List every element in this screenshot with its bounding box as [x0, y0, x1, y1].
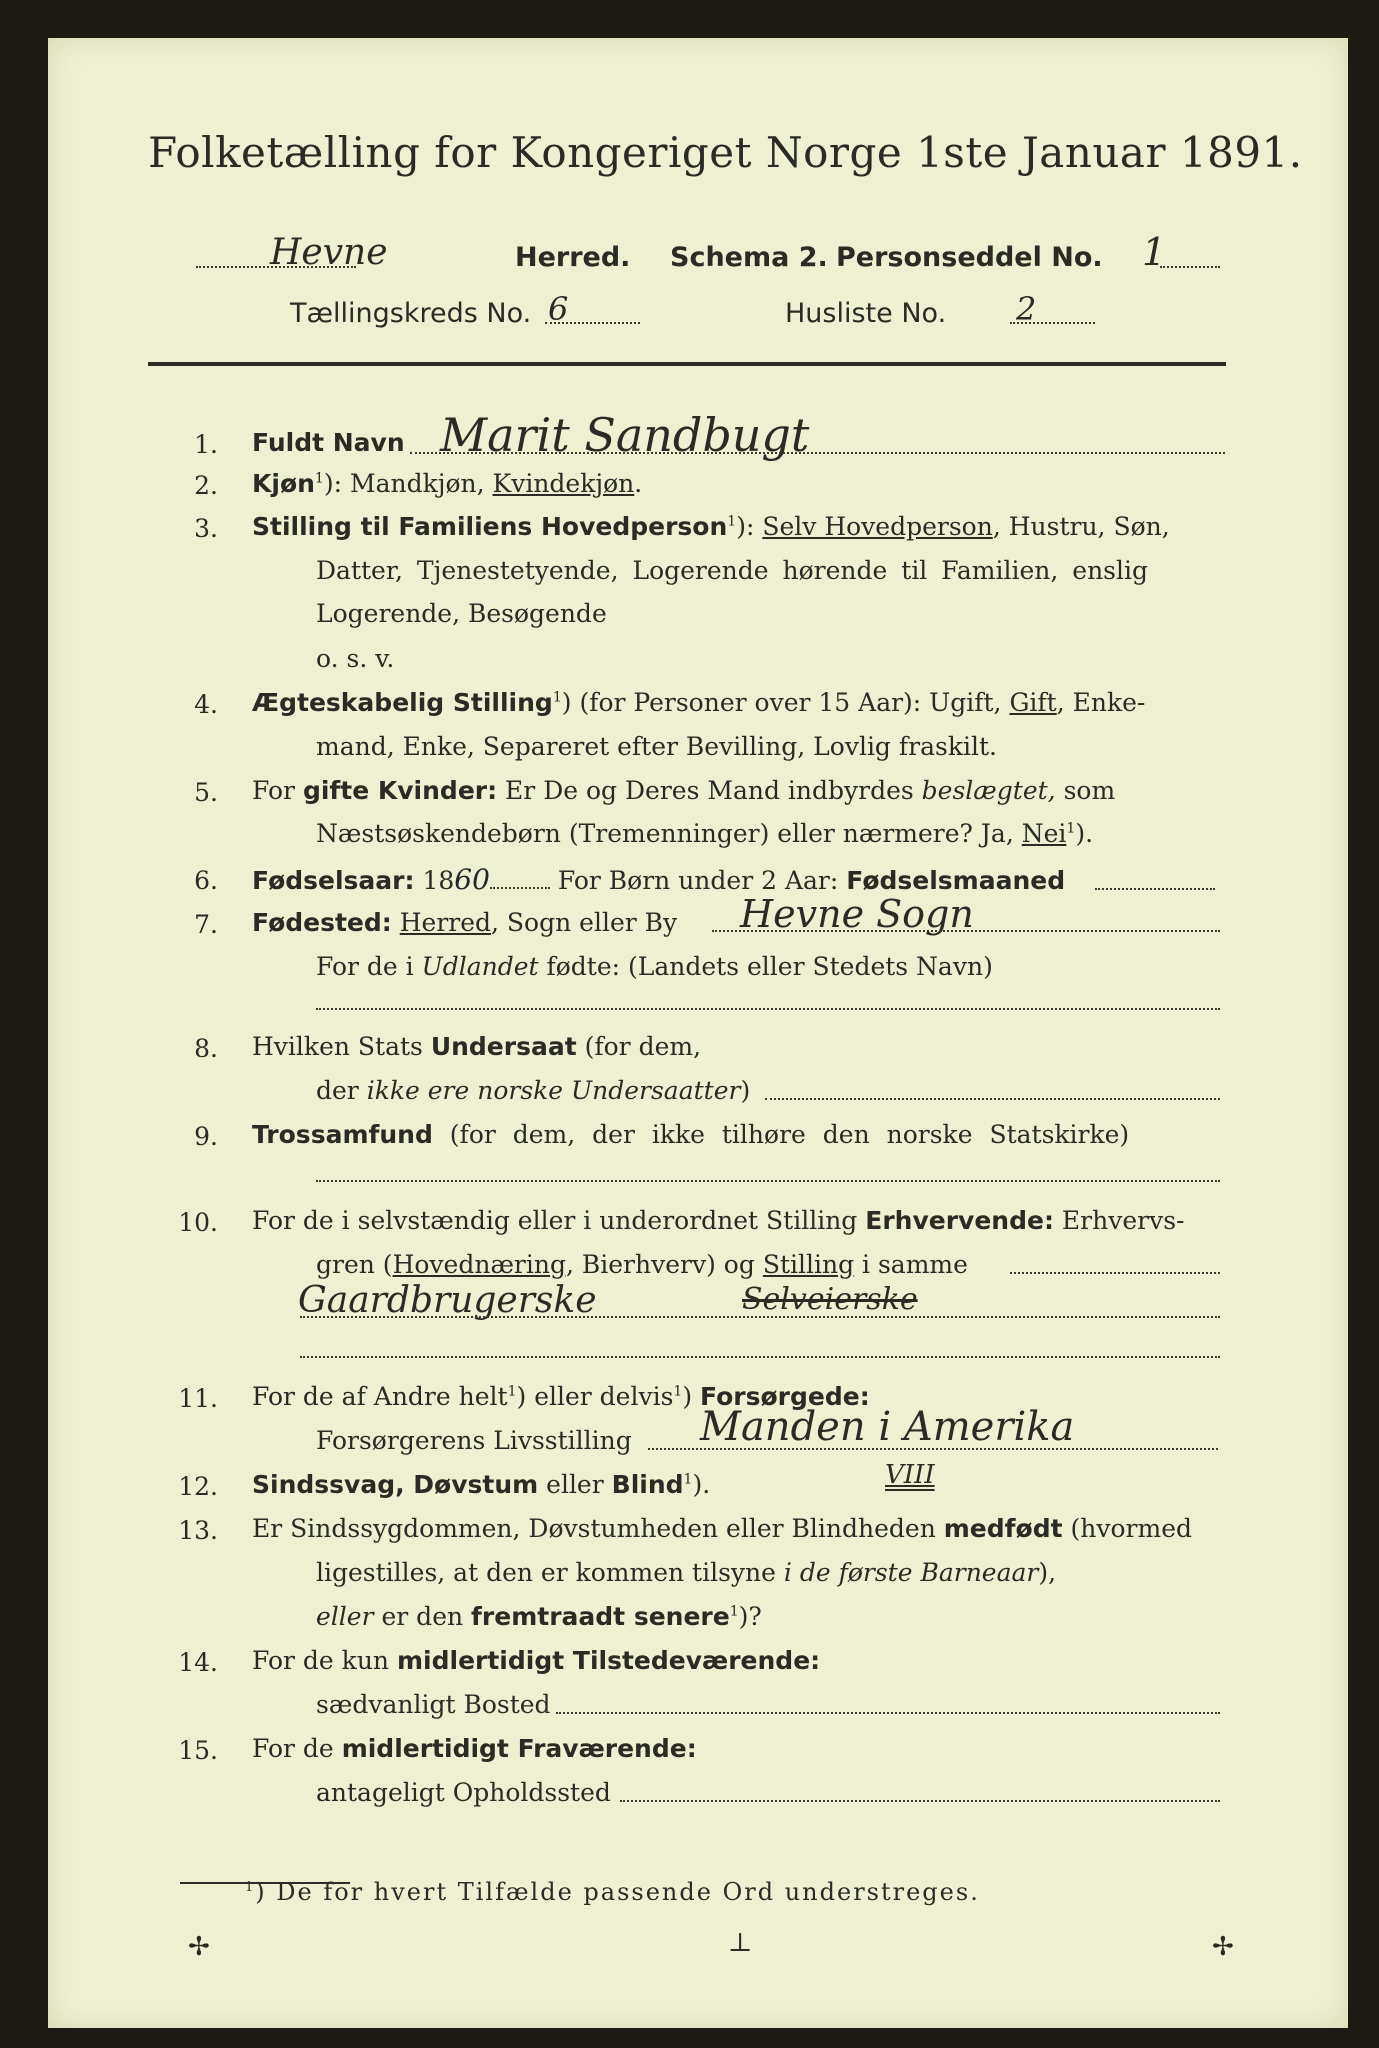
footnote-text: ) De for hvert Tilfælde passende Ord understreges. — [255, 1878, 980, 1906]
q1-number: 1. — [194, 430, 218, 459]
q8-dotted-line — [765, 1098, 1220, 1100]
q2-options: ): Mandkjøn, — [323, 469, 493, 498]
q4-number: 4. — [194, 690, 218, 719]
q11-provider-value: Manden i Amerika — [700, 1404, 1075, 1450]
q3-line-1 — [252, 514, 1224, 539]
q10-pre: For de i selvstændig eller i underordnet Stilling — [252, 1206, 866, 1235]
q9-line — [252, 1122, 1129, 1147]
q7-line2-post: fødte: (Landets eller Stedets Navn) — [538, 952, 993, 981]
q7-birthplace-value: Hevne Sogn — [740, 892, 974, 936]
q13-line-1 — [252, 1516, 1192, 1541]
q6-dotted-line — [1095, 888, 1215, 890]
q7-number: 7. — [194, 910, 218, 939]
krets-dotted-line — [545, 322, 640, 324]
q2-label: Kjøn — [252, 469, 315, 498]
q8-line2-italic: ikke ere norske Undersaatter — [366, 1076, 741, 1105]
q10-occupation-value: Gaardbrugerske — [298, 1280, 597, 1321]
q13-number: 13. — [178, 1516, 218, 1545]
header-divider — [148, 362, 1226, 366]
q5-line-1 — [252, 778, 1115, 803]
q10-struck-value: Selveierske — [742, 1282, 918, 1317]
q10-selected-1: Hovednæring — [392, 1250, 566, 1279]
q15-line-2: antageligt Opholdssted — [316, 1778, 611, 1807]
q7-selected: Herred — [399, 908, 492, 937]
q2-sup: 1 — [314, 470, 324, 487]
q14-dotted-line — [556, 1712, 1220, 1714]
q6-year-prefix: 18 — [422, 866, 455, 895]
q6-label2: Fødselsmaaned — [846, 866, 1066, 895]
q2-line — [252, 471, 642, 496]
q12-label2: Blind — [611, 1470, 684, 1499]
q12-mid: eller — [538, 1470, 612, 1499]
q11-label: Forsørgede: — [700, 1382, 870, 1411]
q12-tail: ). — [692, 1470, 711, 1499]
husliste-label: Husliste No. — [785, 298, 947, 329]
q14-number: 14. — [178, 1648, 218, 1677]
registration-mark-left-icon: ✢ — [188, 1932, 210, 1962]
q11-sup: 1 — [507, 1383, 517, 1400]
q13-line2-post: ), — [1038, 1558, 1057, 1587]
q10-blank-dotted-line — [300, 1356, 1220, 1358]
q13-line-3 — [316, 1604, 762, 1629]
q2-tail: . — [634, 469, 643, 498]
q3-number: 3. — [194, 514, 218, 543]
q10-post: Erhvervs- — [1053, 1206, 1185, 1235]
q13-line2-pre: ligestilles, at den er kommen tilsyne — [316, 1558, 784, 1587]
q5-label: gifte Kvinder: — [302, 776, 498, 805]
q13-sup: 1 — [729, 1603, 739, 1620]
q12-line — [252, 1472, 710, 1497]
q8-post: (for dem, — [576, 1032, 702, 1061]
q3-line-2: Datter, Tjenestetyende, Logerende hørende til Familien, enslig — [316, 556, 1149, 585]
q11-post: ) — [682, 1382, 701, 1411]
q5-italic: beslægtet, — [921, 776, 1056, 805]
q7-label: Fødested: — [252, 908, 392, 937]
q7-line-1 — [252, 910, 677, 935]
q4-line1-pre: ) (for Personer over 15 Aar): Ugift, — [561, 688, 1010, 717]
registration-mark-center-icon: ⊥ — [728, 1928, 753, 1958]
q6-year-value: 60 — [454, 863, 490, 896]
q9-rest: (for dem, der ikke tilhøre den norske Statskirke) — [432, 1120, 1130, 1149]
q13-tail: )? — [738, 1602, 762, 1631]
q5-mid: Er De og Deres Mand indbyrdes — [497, 776, 922, 805]
q8-line-2 — [316, 1078, 750, 1103]
q13-pre: Er Sindssygdommen, Døvstumheden eller Blindheden — [252, 1514, 944, 1543]
q4-selected: Gift — [1009, 688, 1057, 717]
q8-line2-pre: der — [316, 1076, 367, 1105]
q10-line2-post: i samme — [854, 1250, 968, 1279]
q7-line2-pre: For de i — [316, 952, 422, 981]
q14-label: midlertidigt Tilstedeværende: — [396, 1646, 821, 1675]
q4-label: Ægteskabelig Stilling — [252, 688, 553, 717]
q4-line-2: mand, Enke, Separeret efter Bevilling, Lovlig fraskilt. — [316, 732, 997, 761]
q1-dotted-line — [410, 452, 1225, 454]
q6-mid: For Børn under 2 Aar: — [557, 866, 847, 895]
q7-line2-italic: Udlandet — [421, 952, 539, 981]
husliste-dotted-line — [1010, 322, 1095, 324]
q11-line-2: Forsørgerens Livsstilling — [316, 1426, 632, 1455]
q15-number: 15. — [178, 1736, 218, 1765]
q3-selected: Selv Hovedperson — [762, 512, 993, 541]
q13-post: (hvormed — [1062, 1514, 1192, 1543]
q10-line-1 — [252, 1208, 1184, 1233]
q3-sup: 1 — [727, 513, 737, 530]
q7-dotted-line — [712, 930, 1220, 932]
q11-number: 11. — [178, 1384, 218, 1413]
q11-sup2: 1 — [673, 1383, 683, 1400]
q13-line-2 — [316, 1560, 1056, 1585]
schema-label: Schema 2. — [670, 242, 828, 273]
q10-line2-mid: , Bierhverv) og — [566, 1250, 763, 1279]
q8-line-1 — [252, 1034, 701, 1059]
q6-line — [252, 863, 1066, 896]
q5-sup: 1 — [1066, 820, 1076, 837]
q12-sup: 1 — [683, 1471, 693, 1488]
herred-value: Hevne — [270, 232, 388, 273]
q11-mid: ) eller delvis — [516, 1382, 674, 1411]
q3-sep: ): — [736, 512, 763, 541]
q10-line-2 — [316, 1252, 968, 1277]
personseddel-dotted-line — [1160, 266, 1220, 268]
q9-dotted-line — [316, 1180, 1220, 1182]
q3-line-3: Logerende, Besøgende — [316, 599, 607, 628]
q10-line2-pre: gren ( — [316, 1250, 393, 1279]
q10-number: 10. — [178, 1208, 218, 1237]
q7-rest: , Sogn eller By — [491, 908, 678, 937]
form-title: Folketælling for Kongeriget Norge 1ste Januar 1891. — [148, 128, 1303, 177]
q7-blank-dotted-line — [316, 1008, 1220, 1010]
q12-label: Sindssvag, Døvstum — [252, 1470, 539, 1499]
krets-label: Tællingskreds No. — [290, 298, 532, 329]
q8-pre: Hvilken Stats — [252, 1032, 431, 1061]
q10-value-dotted-line — [300, 1316, 1220, 1318]
q1-name-value: Marit Sandbugt — [440, 408, 810, 462]
q13-line3-italic: eller — [316, 1602, 374, 1631]
q15-dotted-line — [620, 1800, 1220, 1802]
q12-mark-value: VIII — [885, 1460, 935, 1490]
q2-number: 2. — [194, 471, 218, 500]
q15-label: midlertidigt Fraværende: — [341, 1734, 697, 1763]
q14-line-2: sædvanligt Bosted — [316, 1690, 551, 1719]
q6-label: Fødselsaar: — [252, 866, 415, 895]
q15-pre: For de — [252, 1734, 342, 1763]
q4-sup: 1 — [552, 689, 562, 706]
q11-pre: For de af Andre helt — [252, 1382, 508, 1411]
q8-number: 8. — [194, 1034, 218, 1063]
q13-line3-mid: er den — [373, 1602, 472, 1631]
q3-line-4: o. s. v. — [316, 644, 395, 673]
q9-number: 9. — [194, 1122, 218, 1151]
q13-line2-italic: i de første Barneaar — [783, 1558, 1039, 1587]
q5-pre: For — [252, 776, 303, 805]
q5-post: som — [1055, 776, 1116, 805]
q10-selected-2: Stilling — [762, 1250, 855, 1279]
q10-label: Erhvervende: — [865, 1206, 1054, 1235]
q8-line2-post: ) — [740, 1076, 751, 1105]
q5-tail: ). — [1075, 819, 1094, 848]
husliste-value: 2 — [1016, 290, 1037, 328]
personseddel-value: 1 — [1142, 230, 1167, 274]
q14-line-1 — [252, 1648, 820, 1673]
q5-selected: Nei — [1021, 819, 1067, 848]
q3-line1-rest: , Hustru, Søn, — [992, 512, 1170, 541]
q2-selected: Kvindekjøn — [492, 469, 635, 498]
q8-label: Undersaat — [430, 1032, 577, 1061]
q9-label: Trossamfund — [252, 1120, 433, 1149]
q1-label: Fuldt Navn — [252, 428, 405, 457]
q5-line-2 — [316, 821, 1093, 846]
q14-pre: For de kun — [252, 1646, 397, 1675]
q7-line-2 — [316, 954, 993, 979]
q12-number: 12. — [178, 1472, 218, 1501]
q15-line-1 — [252, 1736, 697, 1761]
q4-line-1 — [252, 690, 1145, 715]
q5-number: 5. — [194, 778, 218, 807]
q13-line3-label: fremtraadt senere — [471, 1602, 730, 1631]
herred-label: Herred. — [515, 242, 631, 273]
q3-label: Stilling til Familiens Hovedperson — [252, 512, 728, 541]
footnote-sup: 1 — [245, 1880, 256, 1895]
q10-dotted-line — [1010, 1272, 1220, 1274]
q4-line1-post: , Enke- — [1056, 688, 1146, 717]
q5-line2-pre: Næstsøskendebørn (Tremenninger) eller nærmere? Ja, — [316, 819, 1022, 848]
registration-mark-right-icon: ✢ — [1212, 1932, 1234, 1962]
krets-value: 6 — [548, 290, 569, 328]
personseddel-label: Personseddel No. — [836, 242, 1103, 273]
footnote — [245, 1878, 980, 1906]
q6-number: 6. — [194, 866, 218, 895]
q13-label: medfødt — [943, 1514, 1063, 1543]
